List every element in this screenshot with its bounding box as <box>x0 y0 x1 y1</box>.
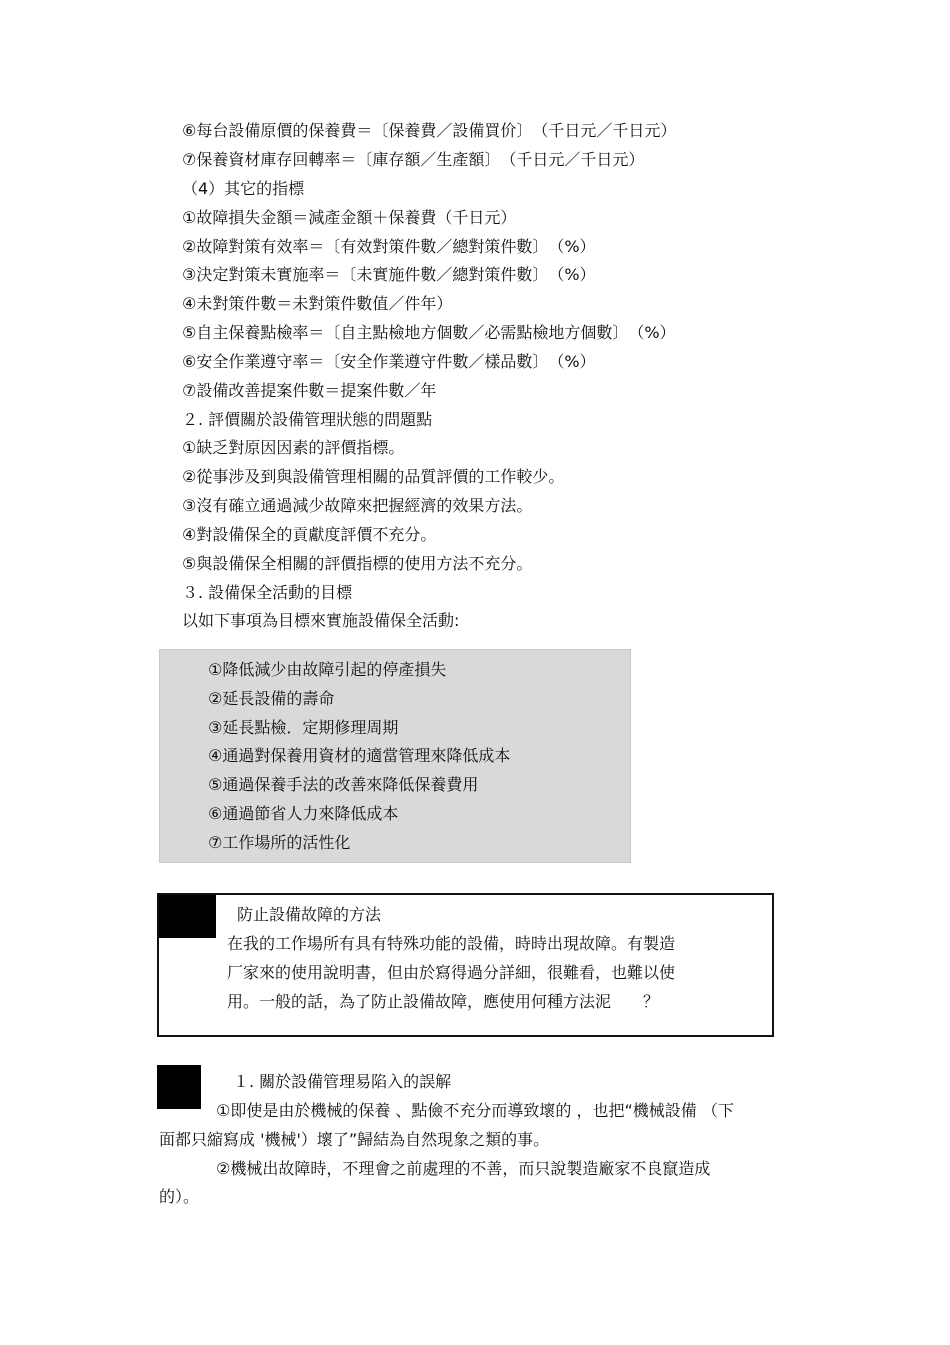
indicator-line: ④未對策件數＝未對策件數值／件年） <box>182 294 453 313</box>
answer-line: ①即使是由於機械的保養 、點儉不充分而導致壞的 ，也把“機械設備 （下 <box>216 1101 734 1120</box>
question-box <box>157 893 774 1037</box>
answer-line: ②機械出故障時，不理會之前處理的不善，而只說製造廠家不良竄造成 <box>216 1159 711 1178</box>
indicator-line: ②故障對策有效率＝〔有效對策件數／總對策件數〕 （%） <box>182 237 596 256</box>
intro-line: 以如下事項為目標來實施設備保全活動: <box>182 611 460 630</box>
indicator-line: ⑤自主保養點檢率＝〔自主點檢地方個數／必需點檢地方個數〕 （%） <box>182 323 676 342</box>
goal-item: ⑦工作場所的活性化 <box>208 833 351 852</box>
goal-item: ③延長點檢．定期修理周期 <box>208 718 399 737</box>
problem-line: ⑤與設備保全相關的評價指標的使用方法不充分。 <box>182 554 533 573</box>
question-title: 防止設備故障的方法 <box>237 905 382 924</box>
goal-item: ②延長設備的壽命 <box>208 689 335 708</box>
goal-item: ④通過對保養用資材的適當管理來降低成本 <box>208 746 511 765</box>
answer-line: 的）。 <box>159 1187 200 1206</box>
indicator-line: ③決定對策未實施率＝〔未實施件數／總對策件數〕 （%） <box>182 265 596 284</box>
indicator-line: ⑦設備改善提案件數＝提案件數／年 <box>182 381 437 400</box>
answer-heading: １. 關於設備管理易陷入的誤解 <box>233 1072 452 1091</box>
section-heading: ２. 評價關於設備管理狀態的問題點 <box>182 410 433 429</box>
indicator-line: ①故障損失金額＝減產金額＋保養費（千日元） <box>182 208 517 227</box>
question-line: 在我的工作場所有具有特殊功能的設備，時時出現故障。有製造 <box>227 934 676 953</box>
problem-line: ④對設備保全的貢獻度評價不充分。 <box>182 525 437 544</box>
indicator-line: ⑥安全作業遵守率＝〔安全作業遵守件數／樣品數〕 （%） <box>182 352 596 371</box>
indicator-line: ⑦保養資材庫存回轉率＝〔庫存額／生產額〕 （千日元／千日元） <box>182 150 645 169</box>
question-line: 厂家來的使用說明書，但由於寫得過分詳細，很難看，也難以使 <box>227 963 676 982</box>
answer-line: 面都只縮寫成 '機械'）壞了”歸結為自然現象之類的事。 <box>159 1130 550 1149</box>
section-heading: （4）其它的指標 <box>182 179 305 198</box>
indicator-line: ⑥每台設備原價的保養費＝〔保養費／設備買价〕 （千日元／千日元） <box>182 121 677 140</box>
problem-line: ①缺乏對原因因素的評價指標。 <box>182 438 405 457</box>
goals-box <box>159 649 631 863</box>
goal-item: ①降低減少由故障引起的停產損失 <box>208 660 447 679</box>
goal-item: ⑤通過保養手法的改善來降低保養費用 <box>208 775 479 794</box>
problem-line: ②從事涉及到與設備管理相關的品質評價的工作較少。 <box>182 467 565 486</box>
question-marker-block <box>159 895 216 938</box>
problem-line: ③沒有確立通過減少故障來把握經濟的效果方法。 <box>182 496 533 515</box>
question-line: 用。一般的話，為了防止設備故障，應使用何種方法泥 ？ <box>227 992 660 1011</box>
answer-marker-block <box>157 1065 201 1109</box>
goal-item: ⑥通過節省人力來降低成本 <box>208 804 399 823</box>
section-heading: ３. 設備保全活動的目標 <box>182 583 353 602</box>
